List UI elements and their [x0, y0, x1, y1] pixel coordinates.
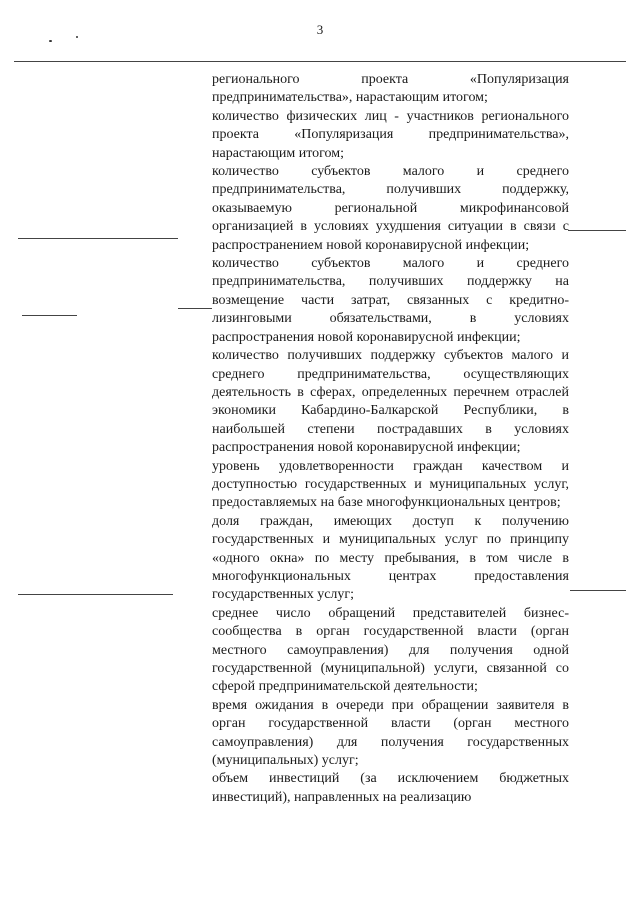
indicator-item: регионального проекта «Популяризация предпринимательства», нарастающим итогом; [212, 72, 569, 106]
indicator-item: время ожидания в очереди при обращении заявителя в орган государственной власти (орган местного самоуправления) для получения государственных (муниципальных) услуг; [212, 697, 569, 769]
indicator-item: количество физических лиц - участников регионального проекта «Популяризация предпринимательства», нарастающим итогом; [212, 108, 569, 161]
table-rule-right [568, 230, 626, 231]
table-rule-left [18, 238, 178, 239]
indicator-item: количество субъектов малого и среднего предпринимательства, получивших поддержку на возмещение части затрат, связанных с кредитно-лизинговыми обязательствами, в условиях распространения новой коронавирусной инфекции; [212, 256, 569, 345]
table-rule [14, 61, 626, 62]
table-rule-mid [178, 308, 212, 309]
scan-speck [76, 36, 78, 38]
table-rule-left [22, 315, 77, 316]
table-rule-left [18, 594, 173, 595]
indicator-item: объем инвестиций (за исключением бюджетных инвестиций), направленных на реализацию [212, 771, 569, 805]
indicator-item: уровень удовлетворенности граждан качеством и доступностью государственных и муниципальных услуг, предоставляемых на базе многофункциональных центров; [212, 458, 569, 511]
indicator-item: доля граждан, имеющих доступ к получению государственных и муниципальных услуг по принципу «одного окна» по месту пребывания, в том числе в многофункциональных центрах предоставления государственных услуг; [212, 513, 569, 603]
table-rule-right [570, 590, 626, 591]
indicator-list [212, 71, 569, 807]
scan-speck [49, 40, 52, 42]
indicator-item: количество получивших поддержку субъектов малого и среднего предпринимательства, осуществляющих деятельность в сферах, определенных перечнем отраслей экономики Кабардино-Балкарской Республики, в наибольшей степени пострадавших в условиях распространения новой коронавирусной инфекции; [212, 348, 569, 456]
indicator-item: среднее число обращений представителей бизнес-сообщества в орган государственной власти (орган местного самоуправления) для получения одной государственной (муниципальной) услуги, связанной со сферой предпринимательской деятельности; [212, 605, 569, 695]
indicator-item: количество субъектов малого и среднего предпринимательства, получивших поддержку, оказываемую региональной микрофинансовой организацией в условиях ухудшения ситуации в связи с распространением новой коронавирусной инфекции; [212, 164, 569, 253]
page-number: 3 [316, 22, 324, 37]
